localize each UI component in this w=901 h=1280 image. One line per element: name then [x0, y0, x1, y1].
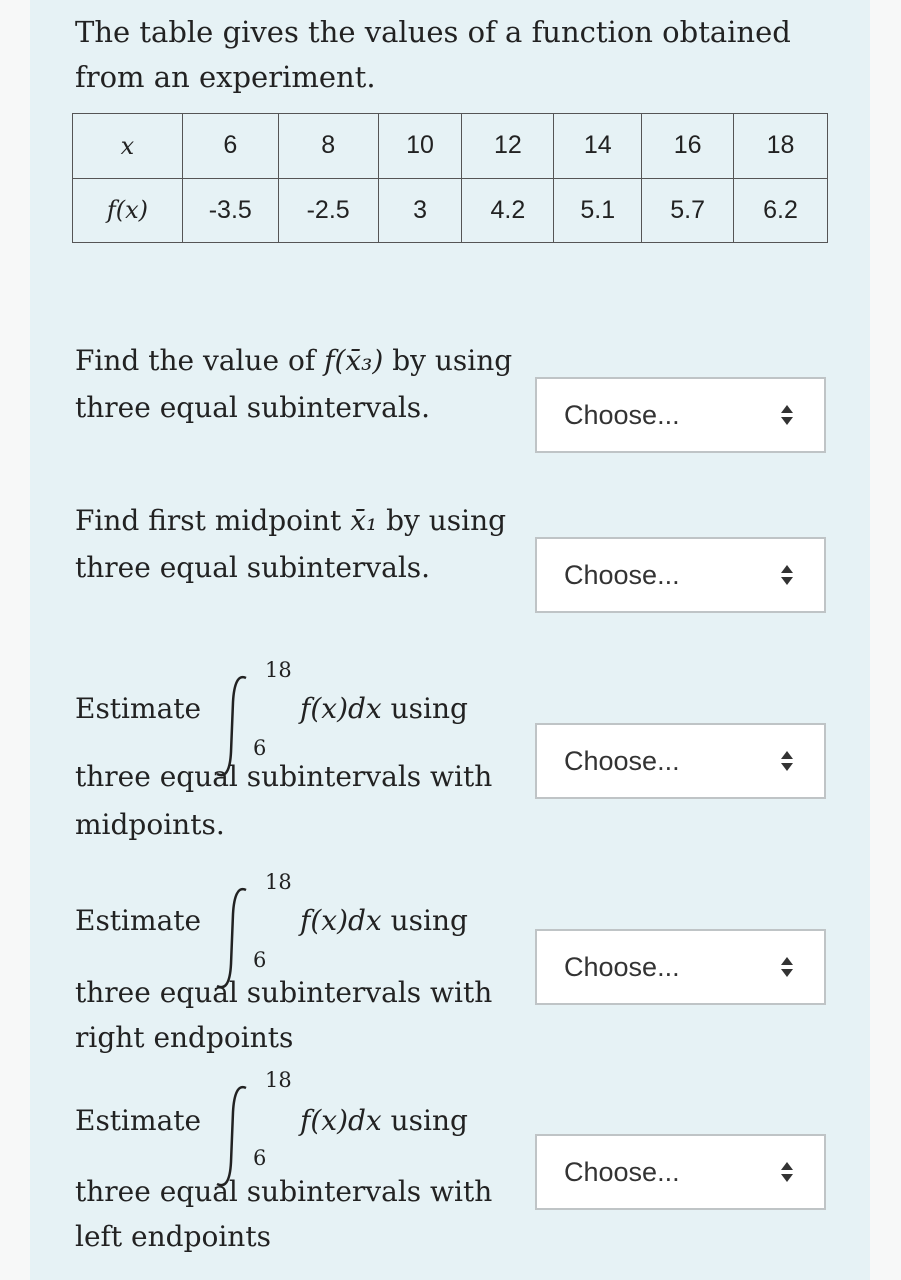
integrand-text: f(x)dx [300, 692, 382, 725]
integral-lower-limit: 6 [253, 948, 267, 972]
integral-upper-limit: 18 [265, 658, 292, 682]
intro-text: The table gives the values of a function obtained from an experiment. [75, 15, 791, 94]
integral-upper-limit: 18 [265, 870, 292, 894]
table-cell: 5.7 [642, 178, 734, 243]
select-value: Choose... [564, 745, 680, 776]
table-cell: 6 [182, 114, 278, 179]
question-text: right endpoints [75, 1021, 294, 1054]
question-text: three equal subintervals with [75, 976, 493, 1009]
answer-select-right-endpoints[interactable] [535, 929, 826, 1005]
question-text: by using three equal subintervals. [75, 504, 507, 584]
question-right-endpoints [75, 872, 545, 1062]
table-cell: 4.2 [462, 178, 554, 243]
estimate-word: Estimate [75, 904, 202, 937]
table-row-fx [73, 178, 828, 243]
select-value: Choose... [564, 1156, 680, 1187]
question-text: Find the value of [75, 344, 325, 377]
table-cell: -2.5 [278, 178, 378, 243]
question-text: three equal subintervals with [75, 760, 493, 793]
question-left-endpoints [75, 1070, 545, 1270]
answer-select-left-endpoints[interactable] [535, 1134, 826, 1210]
answer-select-midpoint[interactable] [535, 537, 826, 613]
select-value: Choose... [564, 951, 680, 982]
question-text: Find first midpoint [75, 504, 351, 537]
table-cell: 14 [554, 114, 642, 179]
using-word: using [390, 692, 468, 725]
math-x1-bar: x̄₁ [350, 504, 378, 537]
table-cell: 18 [734, 114, 828, 179]
select-value: Choose... [564, 399, 680, 430]
question-text: left endpoints [75, 1220, 271, 1253]
table-cell: 8 [278, 114, 378, 179]
integral-lower-limit: 6 [253, 1146, 267, 1170]
answer-select-f-x3[interactable] [535, 377, 826, 453]
integral-upper-limit: 18 [265, 1068, 292, 1092]
up-down-arrows-icon [780, 1161, 794, 1183]
estimate-word: Estimate [75, 1104, 202, 1137]
select-value: Choose... [564, 559, 680, 590]
integrand [300, 904, 468, 937]
question-text: by using three equal subintervals. [75, 344, 513, 424]
integrand-text: f(x)dx [300, 1104, 382, 1137]
table-cell: 6.2 [734, 178, 828, 243]
question-text: midpoints. [75, 808, 225, 841]
integral-lower-limit: 6 [253, 736, 267, 760]
fx-header: f(x) [73, 178, 183, 243]
table-cell: -3.5 [182, 178, 278, 243]
integrand [300, 1104, 468, 1137]
x-header: x [73, 114, 183, 179]
using-word: using [390, 1104, 468, 1137]
table-row-x [73, 114, 828, 179]
answer-select-midpoints[interactable] [535, 723, 826, 799]
up-down-arrows-icon [780, 750, 794, 772]
question-f-x3 [75, 337, 525, 431]
integrand-text: f(x)dx [300, 904, 382, 937]
table-cell: 12 [462, 114, 554, 179]
table-cell: 5.1 [554, 178, 642, 243]
function-values-table [72, 113, 828, 243]
estimate-word: Estimate [75, 692, 202, 725]
up-down-arrows-icon [780, 564, 794, 586]
table-cell: 16 [642, 114, 734, 179]
math-f-x3: f(x̄₃) [324, 344, 384, 377]
question-text: three equal subintervals with [75, 1175, 493, 1208]
question-midpoint-x1 [75, 497, 525, 591]
up-down-arrows-icon [780, 404, 794, 426]
question-midpoint-estimate [75, 660, 545, 850]
using-word: using [390, 904, 468, 937]
up-down-arrows-icon [780, 956, 794, 978]
table-cell: 10 [378, 114, 462, 179]
table-cell: 3 [378, 178, 462, 243]
integrand [300, 692, 468, 725]
